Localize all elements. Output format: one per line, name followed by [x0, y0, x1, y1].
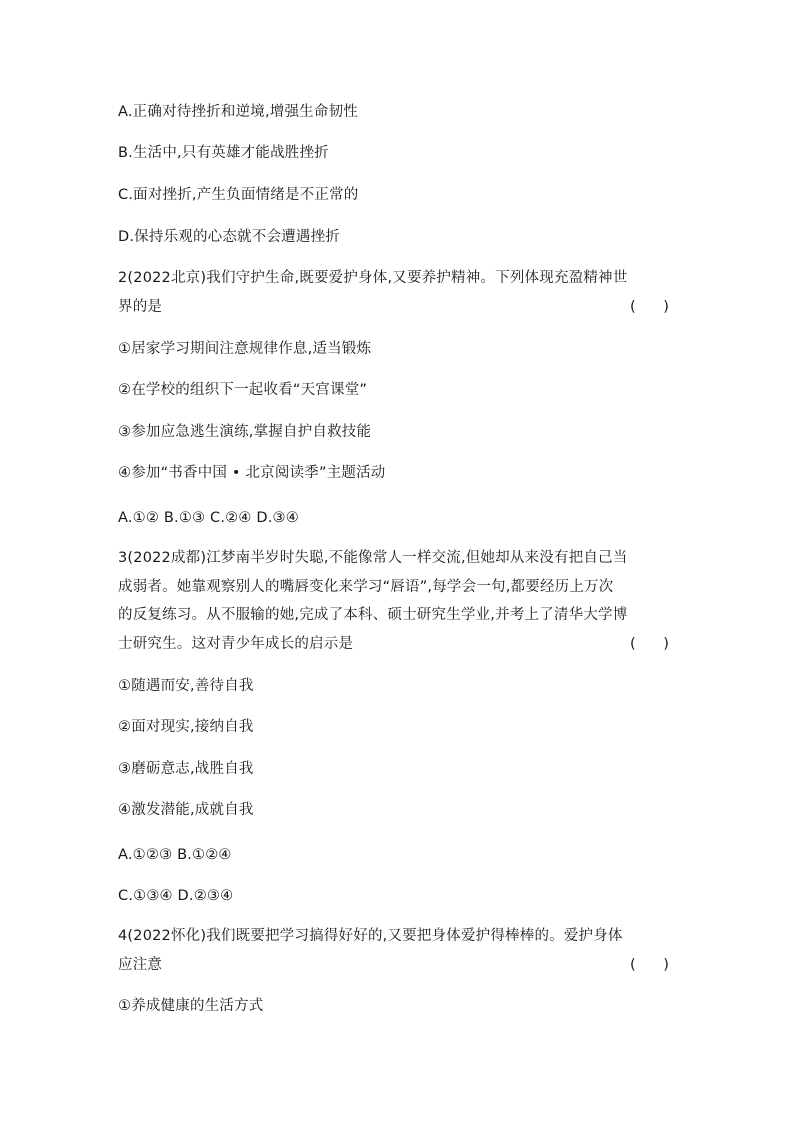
q3-stem-line-3: 的反复练习。从不服输的她,完成了本科、硕士研究生学业,并考上了清华大学博	[118, 607, 628, 623]
q1-option-b: B.生活中,只有英雄才能战胜挫折	[118, 145, 329, 161]
q4-stem-line-2: 应注意	[118, 957, 163, 973]
q2-choices: A.①② B.①③ C.②④ D.③④	[118, 510, 299, 526]
q3-item-1: ①随遇而安,善待自我	[118, 678, 254, 694]
q2-item-3: ③参加应急逃生演练,掌握自护自救技能	[118, 424, 372, 440]
q3-item-4: ④激发潜能,成就自我	[118, 802, 254, 818]
q4-item-1: ①养成健康的生活方式	[118, 998, 264, 1014]
q2-stem-line-1: 2(2022北京)我们守护生命,既要爱护身体,又要养护精神。下列体现充盈精神世	[118, 270, 628, 286]
q2-item-4: ④参加“书香中国 • 北京阅读季”主题活动	[118, 465, 386, 481]
q1-option-a: A.正确对待挫折和逆境,增强生命韧性	[118, 104, 358, 120]
q1-option-d: D.保持乐观的心态就不会遭遇挫折	[118, 229, 340, 245]
q3-stem-line-4: 士研究生。这对青少年成长的启示是	[118, 636, 354, 652]
q3-item-2: ②面对现实,接纳自我	[118, 719, 254, 735]
q3-answer-blank: ( )	[630, 636, 669, 652]
q1-option-c: C.面对挫折,产生负面情绪是不正常的	[118, 187, 359, 203]
q3-item-3: ③磨砺意志,战胜自我	[118, 761, 254, 777]
q3-choices-line-2: C.①③④ D.②③④	[118, 888, 234, 904]
q3-choices-line-1: A.①②③ B.①②④	[118, 847, 232, 863]
q2-answer-blank: ( )	[630, 299, 669, 315]
q2-item-2: ②在学校的组织下一起收看“天宫课堂”	[118, 382, 368, 398]
q2-stem-line-2: 界的是	[118, 299, 163, 315]
q3-stem-line-1: 3(2022成都)江梦南半岁时失聪,不能像常人一样交流,但她却从来没有把自己当	[118, 550, 628, 566]
q4-stem-line-1: 4(2022怀化)我们既要把学习搞得好好的,又要把身体爱护得棒棒的。爱护身体	[118, 928, 623, 944]
q2-item-1: ①居家学习期间注意规律作息,适当锻炼	[118, 341, 372, 357]
q3-stem-line-2: 成弱者。她靠观察别人的嘴唇变化来学习“唇语”,每学会一句,都要经历上万次	[118, 579, 614, 595]
q4-answer-blank: ( )	[630, 957, 669, 973]
